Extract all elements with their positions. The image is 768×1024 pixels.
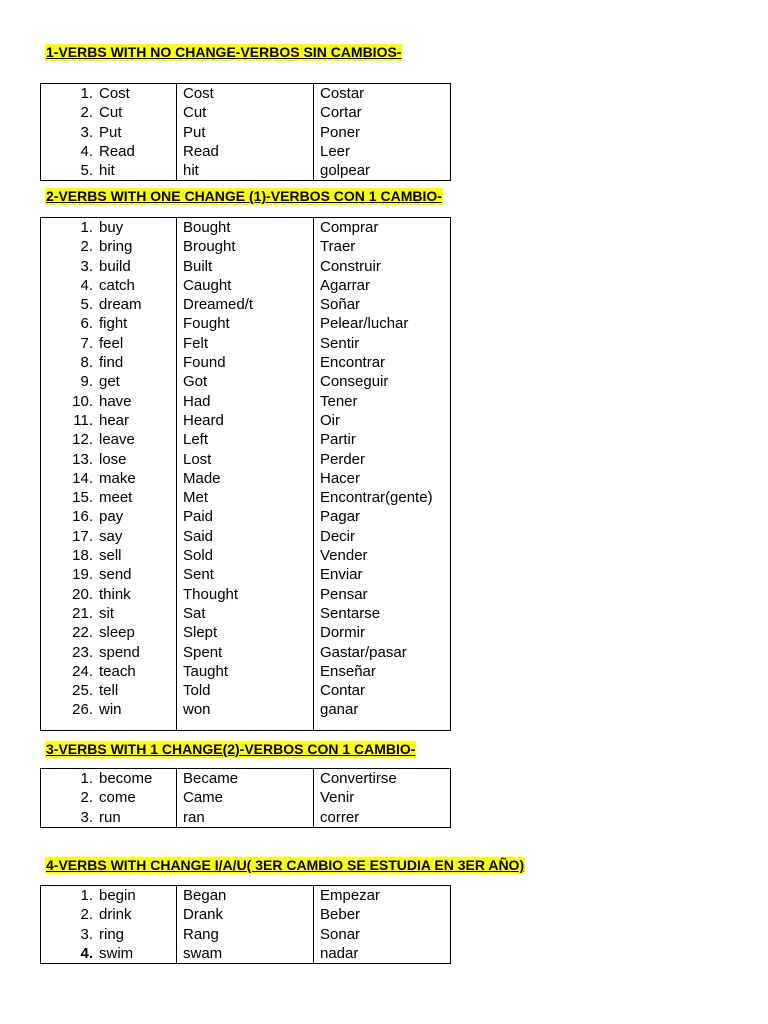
base-cell — [41, 643, 177, 662]
spanish-translation: Enseñar — [314, 662, 451, 681]
table-row — [41, 430, 451, 449]
table-row — [41, 237, 451, 256]
past-verb: Cost — [177, 84, 314, 104]
table-row — [41, 353, 451, 372]
past-verb: Caught — [177, 276, 314, 295]
table-row — [41, 84, 451, 104]
table-row — [41, 565, 451, 584]
spanish-translation: nadar — [314, 944, 451, 964]
item-number: 22. — [72, 624, 93, 642]
table-row — [41, 623, 451, 642]
past-verb: Left — [177, 430, 314, 449]
base-cell — [41, 527, 177, 546]
section-4-table — [40, 885, 451, 964]
table-row — [41, 925, 451, 944]
base-verb: build — [99, 257, 131, 275]
table-row — [41, 769, 451, 789]
spanish-translation: Sentarse — [314, 604, 451, 623]
base-verb: make — [99, 469, 136, 487]
base-cell — [41, 353, 177, 372]
past-verb: ran — [177, 808, 314, 828]
item-number: 17. — [72, 527, 93, 545]
spanish-translation: Enviar — [314, 565, 451, 584]
base-cell — [41, 469, 177, 488]
past-verb: Fought — [177, 314, 314, 333]
spanish-translation: Perder — [314, 450, 451, 469]
table-row — [41, 488, 451, 507]
item-number: 5. — [80, 296, 93, 314]
item-number: 2. — [80, 906, 93, 924]
base-verb: have — [99, 392, 132, 410]
base-cell — [41, 314, 177, 333]
table-row — [41, 103, 451, 122]
past-verb: Put — [177, 123, 314, 142]
item-number: 10. — [72, 392, 93, 410]
base-verb: sleep — [99, 624, 135, 642]
base-cell — [41, 142, 177, 161]
base-cell — [41, 681, 177, 700]
base-verb: become — [99, 770, 153, 787]
base-cell — [41, 700, 177, 719]
table-row — [41, 392, 451, 411]
base-cell — [41, 585, 177, 604]
table-row — [41, 411, 451, 430]
item-number: 3. — [80, 123, 93, 141]
past-verb: Became — [177, 769, 314, 789]
past-verb: Made — [177, 469, 314, 488]
base-verb: come — [99, 789, 136, 807]
base-cell — [41, 565, 177, 584]
table-row — [41, 123, 451, 142]
base-verb: teach — [99, 662, 136, 680]
table-row — [41, 808, 451, 828]
spanish-translation: Dormir — [314, 623, 451, 642]
base-cell — [41, 944, 177, 964]
spanish-translation: Tener — [314, 392, 451, 411]
table-row — [41, 944, 451, 964]
item-number: 25. — [72, 682, 93, 700]
base-verb: meet — [99, 489, 133, 507]
past-verb: Met — [177, 488, 314, 507]
spanish-translation: golpear — [314, 161, 451, 181]
base-cell — [41, 334, 177, 353]
spanish-translation: Pelear/luchar — [314, 314, 451, 333]
spanish-translation: Encontrar(gente) — [314, 488, 451, 507]
base-cell — [41, 662, 177, 681]
base-verb: send — [99, 566, 132, 584]
table-row — [41, 314, 451, 333]
item-number: 5. — [80, 162, 93, 180]
base-verb: catch — [99, 276, 135, 294]
past-verb: Dreamed/t — [177, 295, 314, 314]
base-verb: sit — [99, 604, 114, 622]
past-verb: hit — [177, 161, 314, 181]
base-verb: Put — [99, 123, 122, 141]
past-verb: Began — [177, 886, 314, 906]
base-cell — [41, 507, 177, 526]
base-cell — [41, 488, 177, 507]
item-number: 24. — [72, 662, 93, 680]
table-row — [41, 469, 451, 488]
item-number: 4. — [80, 276, 93, 294]
item-number: 11. — [73, 411, 93, 429]
section-4-heading: 4-VERBS WITH CHANGE I/A/U( 3ER CAMBIO SE ESTUDIA EN 3ER AÑO) — [46, 857, 525, 873]
table-row — [41, 295, 451, 314]
base-verb: Cut — [99, 104, 123, 122]
base-cell — [41, 886, 177, 906]
spanish-translation: Hacer — [314, 469, 451, 488]
spanish-translation: Partir — [314, 430, 451, 449]
table-row — [41, 276, 451, 295]
base-cell — [41, 769, 177, 789]
item-number: 19. — [72, 566, 93, 584]
base-cell — [41, 623, 177, 642]
base-cell — [41, 450, 177, 469]
spanish-translation: Traer — [314, 237, 451, 256]
past-verb: Brought — [177, 237, 314, 256]
spanish-translation: ganar — [314, 700, 451, 719]
spanish-translation: Pagar — [314, 507, 451, 526]
table-row — [41, 507, 451, 526]
base-verb: drink — [99, 906, 132, 924]
base-cell — [41, 276, 177, 295]
spanish-translation: Construir — [314, 257, 451, 276]
section-3-table — [40, 768, 451, 828]
spanish-translation: Sonar — [314, 925, 451, 944]
base-cell — [41, 237, 177, 256]
base-verb: Read — [99, 142, 135, 160]
item-number: 8. — [80, 354, 93, 372]
past-verb: Heard — [177, 411, 314, 430]
base-cell — [41, 604, 177, 623]
base-verb: bring — [99, 238, 133, 256]
spanish-translation: Costar — [314, 84, 451, 104]
spanish-translation: Gastar/pasar — [314, 643, 451, 662]
past-verb: Came — [177, 788, 314, 807]
spanish-translation: Oir — [314, 411, 451, 430]
item-number: 1. — [80, 887, 93, 904]
item-number: 2. — [80, 789, 93, 807]
base-cell — [41, 546, 177, 565]
base-verb: tell — [99, 682, 119, 700]
past-verb: Got — [177, 372, 314, 391]
base-verb: think — [99, 585, 131, 603]
table-spacer-row — [41, 720, 451, 731]
base-verb: spend — [99, 643, 140, 661]
table-row — [41, 450, 451, 469]
item-number: 1. — [80, 85, 93, 102]
base-verb: get — [99, 373, 120, 391]
item-number: 1. — [80, 219, 93, 236]
spanish-translation: Comprar — [314, 218, 451, 238]
base-verb: ring — [99, 925, 125, 943]
item-number: 4. — [80, 142, 93, 160]
past-verb: Sat — [177, 604, 314, 623]
past-verb: Sold — [177, 546, 314, 565]
table-row — [41, 334, 451, 353]
base-verb: win — [99, 701, 122, 719]
item-number: 4. — [80, 944, 93, 962]
spanish-translation: Vender — [314, 546, 451, 565]
item-number: 3. — [80, 257, 93, 275]
table-row — [41, 527, 451, 546]
base-verb: begin — [99, 887, 136, 904]
base-cell — [41, 411, 177, 430]
past-verb: won — [177, 700, 314, 719]
base-verb: swim — [99, 944, 134, 962]
item-number: 3. — [80, 925, 93, 943]
table-row — [41, 700, 451, 719]
item-number: 2. — [80, 238, 93, 256]
past-verb: Found — [177, 353, 314, 372]
base-cell — [41, 84, 177, 104]
table-row — [41, 604, 451, 623]
past-verb: Drank — [177, 905, 314, 924]
base-cell — [41, 123, 177, 142]
table-row — [41, 372, 451, 391]
spanish-translation: Pensar — [314, 585, 451, 604]
base-cell — [41, 788, 177, 807]
table-row — [41, 662, 451, 681]
past-verb: Thought — [177, 585, 314, 604]
base-cell — [41, 295, 177, 314]
base-cell — [41, 905, 177, 924]
base-cell — [41, 372, 177, 391]
past-verb: Read — [177, 142, 314, 161]
base-cell — [41, 103, 177, 122]
base-verb: Cost — [99, 85, 130, 102]
table-row — [41, 585, 451, 604]
past-verb: Felt — [177, 334, 314, 353]
spanish-translation: Leer — [314, 142, 451, 161]
base-verb: dream — [99, 296, 142, 314]
base-cell — [41, 392, 177, 411]
base-verb: say — [99, 527, 123, 545]
base-verb: sell — [99, 547, 122, 565]
base-verb: hit — [99, 162, 115, 180]
base-verb: pay — [99, 508, 124, 526]
past-verb: swam — [177, 944, 314, 964]
past-verb: Paid — [177, 507, 314, 526]
item-number: 2. — [80, 104, 93, 122]
past-verb: Said — [177, 527, 314, 546]
table-row — [41, 905, 451, 924]
table-row — [41, 546, 451, 565]
past-verb: Taught — [177, 662, 314, 681]
past-verb: Rang — [177, 925, 314, 944]
base-verb: hear — [99, 411, 130, 429]
item-number: 16. — [72, 508, 93, 526]
table-row — [41, 142, 451, 161]
item-number: 9. — [80, 373, 93, 391]
spanish-translation: Poner — [314, 123, 451, 142]
item-number: 13. — [72, 450, 93, 468]
base-verb: buy — [99, 219, 124, 236]
base-cell — [41, 161, 177, 181]
past-verb: Slept — [177, 623, 314, 642]
base-verb: feel — [99, 334, 124, 352]
table-row — [41, 257, 451, 276]
spanish-translation: correr — [314, 808, 451, 828]
past-verb: Sent — [177, 565, 314, 584]
base-cell — [41, 257, 177, 276]
past-verb: Spent — [177, 643, 314, 662]
item-number: 12. — [72, 431, 93, 449]
base-cell — [41, 808, 177, 828]
table-row — [41, 788, 451, 807]
item-number: 20. — [72, 585, 93, 603]
section-1-heading: 1-VERBS WITH NO CHANGE-VERBOS SIN CAMBIOS- — [46, 44, 402, 60]
table-row — [41, 886, 451, 906]
base-verb: run — [99, 808, 121, 826]
item-number: 15. — [72, 489, 93, 507]
item-number: 18. — [72, 547, 93, 565]
item-number: 23. — [72, 643, 93, 661]
spanish-translation: Beber — [314, 905, 451, 924]
section-1-table — [40, 83, 451, 181]
base-cell — [41, 430, 177, 449]
spanish-translation: Encontrar — [314, 353, 451, 372]
item-number: 7. — [80, 334, 93, 352]
section-3-heading: 3-VERBS WITH 1 CHANGE(2)-VERBOS CON 1 CAMBIO- — [46, 741, 416, 757]
spanish-translation: Decir — [314, 527, 451, 546]
base-verb: lose — [99, 450, 127, 468]
past-verb: Had — [177, 392, 314, 411]
past-verb: Told — [177, 681, 314, 700]
item-number: 3. — [80, 808, 93, 826]
spanish-translation: Venir — [314, 788, 451, 807]
spanish-translation: Conseguir — [314, 372, 451, 391]
base-cell — [41, 925, 177, 944]
table-row — [41, 218, 451, 238]
base-cell — [41, 218, 177, 238]
spanish-translation: Agarrar — [314, 276, 451, 295]
section-2-heading: 2-VERBS WITH ONE CHANGE (1)-VERBOS CON 1 CAMBIO- — [46, 188, 442, 204]
table-row — [41, 681, 451, 700]
spanish-translation: Sentir — [314, 334, 451, 353]
spanish-translation: Cortar — [314, 103, 451, 122]
spanish-translation: Empezar — [314, 886, 451, 906]
item-number: 1. — [80, 770, 93, 787]
item-number: 21. — [72, 604, 93, 622]
past-verb: Bought — [177, 218, 314, 238]
spanish-translation: Convertirse — [314, 769, 451, 789]
base-verb: leave — [99, 431, 135, 449]
item-number: 14. — [72, 469, 93, 487]
past-verb: Lost — [177, 450, 314, 469]
table-row — [41, 161, 451, 181]
table-row — [41, 643, 451, 662]
spanish-translation: Soñar — [314, 295, 451, 314]
base-verb: fight — [99, 315, 128, 333]
past-verb: Cut — [177, 103, 314, 122]
item-number: 6. — [80, 315, 93, 333]
base-verb: find — [99, 354, 124, 372]
past-verb: Built — [177, 257, 314, 276]
spanish-translation: Contar — [314, 681, 451, 700]
item-number: 26. — [72, 701, 93, 719]
section-2-table — [40, 217, 451, 731]
